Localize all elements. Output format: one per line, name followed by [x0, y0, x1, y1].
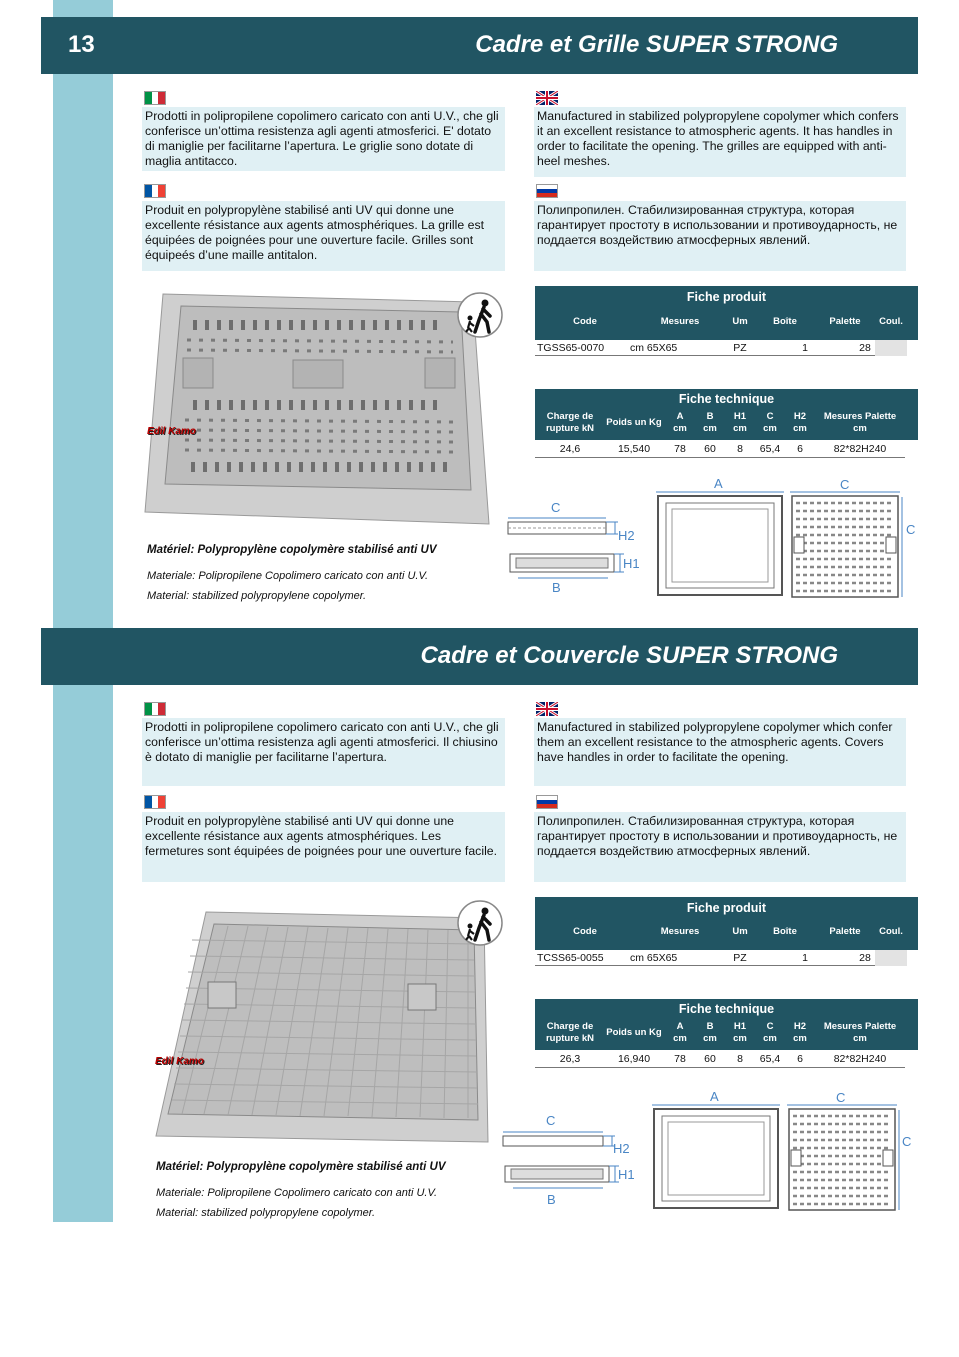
material-en: Material: stabilized polypropylene copolymer. — [147, 590, 367, 602]
col-h2: H2 cm — [793, 411, 807, 434]
fiche-produit-title: Fiche produit — [686, 901, 767, 915]
cell-um: PZ — [733, 342, 747, 354]
dim-label-h1: H1 — [618, 1167, 635, 1182]
col-b: B cm — [703, 1021, 717, 1044]
cell-mesures: cm 65X65 — [630, 342, 678, 354]
dim-label-b: B — [552, 580, 561, 595]
fiche-produit-row — [535, 950, 918, 966]
fiche-technique-header — [535, 389, 918, 440]
cell-poids: 15,540 — [617, 443, 651, 455]
dim-label-h2: H2 — [618, 528, 635, 543]
section-header — [41, 17, 918, 74]
row-divider — [535, 355, 875, 356]
col-palette: Palette — [829, 316, 861, 327]
col-boite: Boîte — [773, 316, 797, 327]
cell-coul — [875, 340, 907, 356]
cell-h2: 6 — [797, 443, 803, 455]
cell-mesures-palette: 82*82H240 — [833, 1053, 887, 1065]
col-poids: Poids un Kg — [606, 417, 662, 428]
cell-boite: 1 — [802, 952, 808, 964]
description-fr: Produit en polypropylène stabilisé anti UV qui donne une excellente résistance aux agents atmosphériques. La grille est équipées de poignées pour une ouverture facile. Grilles sont équipeés d’une maille antitalon. — [142, 201, 505, 271]
cell-charge: 26,3 — [559, 1053, 581, 1065]
cell-c: 65,4 — [759, 443, 781, 455]
col-h1: H1 cm — [733, 411, 747, 434]
fiche-technique-header — [535, 999, 918, 1050]
col-c: C cm — [763, 1021, 777, 1044]
col-poids: Poids un Kg — [606, 1027, 662, 1038]
col-palette: Palette — [829, 926, 861, 937]
section-title: Cadre et Grille SUPER STRONG — [475, 31, 838, 58]
cell-b: 60 — [704, 443, 716, 455]
cell-mesures-palette: 82*82H240 — [833, 443, 887, 455]
page-number: 13 — [68, 31, 95, 58]
flag-france-icon — [144, 184, 166, 198]
dim-label-c-top: C — [840, 477, 850, 492]
fiche-produit-header — [535, 286, 918, 340]
fiche-produit-row — [535, 340, 918, 356]
description-ru: Полипропилен. Стабилизированная структура, которая гарантирует простоту в использовании и противоударность, не поддается воздействию атмосферных явлений. — [534, 812, 906, 882]
col-code: Code — [573, 316, 597, 327]
col-code: Code — [573, 926, 597, 937]
material-en: Material: stabilized polypropylene copolymer. — [156, 1207, 376, 1219]
description-it: Prodotti in polipropilene copolimero caricato con anti U.V., che gli conferisce un’ottima resistenza agli agenti atmosferici. E' dotato di maniglie per facilitarne l’apertura. Le griglie sono dotate di maglia antitacco. — [142, 107, 505, 171]
col-mesures: Mesures — [660, 926, 700, 937]
fiche-technique-row — [535, 440, 918, 458]
cell-a: 78 — [674, 443, 686, 455]
cell-mesures: cm 65X65 — [630, 952, 678, 964]
description-en: Manufactured in stabilized polypropylene copolymer which confers it an excellent resistance to atmospheric agents. It has handles in order to facilitate the opening. The grilles are equipped with anti-heel meshes. — [534, 107, 906, 177]
description-it: Prodotti in polipropilene copolimero caricato con anti U.V., che gli conferisce un’ottima resistenza agli agenti atmosferici. Il chiusino è dotato di maniglie per facilitarne l’apertura. — [142, 718, 505, 786]
material-it: Materiale: Polipropilene Copolimero caricato con anti U.V. — [147, 570, 429, 582]
row-divider — [535, 1067, 905, 1068]
top-view-grille-drawing — [790, 491, 904, 599]
section-title: Cadre et Couvercle SUPER STRONG — [420, 642, 838, 669]
col-a: A cm — [673, 1021, 687, 1044]
col-charge: Charge de rupture kN — [545, 1021, 595, 1044]
material-it: Materiale: Polipropilene Copolimero caricato con anti U.V. — [156, 1187, 438, 1199]
flag-italy-icon — [144, 91, 166, 105]
dim-label-a: A — [714, 476, 723, 491]
cell-code: TCSS65-0055 — [537, 952, 604, 964]
dim-label-c: C — [546, 1113, 556, 1128]
flag-russia-icon — [536, 184, 558, 198]
fiche-produit-header — [535, 897, 918, 950]
col-a: A cm — [673, 411, 687, 434]
top-view-cover-drawing — [787, 1104, 901, 1212]
dim-label-a: A — [710, 1089, 719, 1104]
cell-code: TGSS65-0070 — [537, 342, 605, 354]
flag-france-icon — [144, 795, 166, 809]
cell-coul — [875, 950, 907, 966]
top-view-frame-drawing — [656, 491, 784, 597]
fiche-technique-row — [535, 1050, 918, 1068]
dim-label-c-side: C — [902, 1134, 912, 1149]
brand-logo: Edil Kamo — [147, 426, 196, 437]
side-section-drawing — [495, 1112, 640, 1212]
row-divider — [535, 457, 905, 458]
cell-a: 78 — [674, 1053, 686, 1065]
description-fr: Produit en polypropylène stabilisé anti UV qui donne une excellente résistance aux agents atmosphériques. Les fermetures sont équipées de poignées pour une ouverture facile. — [142, 812, 505, 882]
description-en: Manufactured in stabilized polypropylene copolymer which confer them an excellent resistance to the atmospheric agents. Covers have handles in order to facilitate the opening. — [534, 718, 906, 786]
brand-logo: Edil Kamo — [155, 1056, 204, 1067]
cell-h1: 8 — [737, 1053, 743, 1065]
material-fr: Matériel: Polypropylène copolymère stabilisé anti UV — [147, 544, 437, 556]
product-photo-grille — [143, 292, 491, 528]
col-boite: Boîte — [773, 926, 797, 937]
col-c: C cm — [763, 411, 777, 434]
fiche-technique-title: Fiche technique — [678, 1002, 775, 1016]
flag-russia-icon — [536, 795, 558, 809]
sidebar-stripe — [53, 0, 113, 1222]
col-coul: Coul. — [879, 926, 903, 937]
fiche-produit-title: Fiche produit — [686, 290, 767, 304]
side-section-drawing — [500, 500, 645, 600]
section-header — [41, 628, 918, 685]
flag-italy-icon — [144, 702, 166, 716]
dim-label-c-top: C — [836, 1090, 846, 1105]
cell-charge: 24,6 — [559, 443, 581, 455]
col-mesures-palette: Mesures Palette cm — [823, 411, 897, 434]
flag-uk-icon — [536, 702, 558, 716]
cell-palette: 28 — [859, 342, 871, 354]
row-divider — [535, 965, 875, 966]
col-h1: H1 cm — [733, 1021, 747, 1044]
dim-label-h2: H2 — [613, 1141, 630, 1156]
cell-poids: 16,940 — [617, 1053, 651, 1065]
dim-label-b: B — [547, 1192, 556, 1207]
dim-label-c: C — [551, 500, 561, 515]
cell-c: 65,4 — [759, 1053, 781, 1065]
pedestrian-load-icon — [457, 292, 503, 338]
flag-uk-icon — [536, 91, 558, 105]
cell-palette: 28 — [859, 952, 871, 964]
dim-label-h1: H1 — [623, 556, 640, 571]
fiche-technique-title: Fiche technique — [678, 392, 775, 406]
col-coul: Coul. — [879, 316, 903, 327]
cell-boite: 1 — [802, 342, 808, 354]
material-fr: Matériel: Polypropylène copolymère stabilisé anti UV — [156, 1161, 446, 1173]
col-charge: Charge de rupture kN — [545, 411, 595, 434]
top-view-frame-drawing — [652, 1104, 780, 1210]
col-mesures: Mesures — [660, 316, 700, 327]
cell-h2: 6 — [797, 1053, 803, 1065]
dim-label-c-side: C — [906, 522, 916, 537]
cell-um: PZ — [733, 952, 747, 964]
cell-b: 60 — [704, 1053, 716, 1065]
col-um: Um — [732, 316, 748, 327]
cell-h1: 8 — [737, 443, 743, 455]
description-ru: Полипропилен. Стабилизированная структура, которая гарантирует простоту в использовании и противоударность, не поддается воздействию атмосферных явлений. — [534, 201, 906, 271]
col-um: Um — [732, 926, 748, 937]
col-h2: H2 cm — [793, 1021, 807, 1044]
col-b: B cm — [703, 411, 717, 434]
product-photo-cover — [152, 910, 492, 1146]
col-mesures-palette: Mesures Palette cm — [823, 1021, 897, 1044]
pedestrian-load-icon — [457, 900, 503, 946]
